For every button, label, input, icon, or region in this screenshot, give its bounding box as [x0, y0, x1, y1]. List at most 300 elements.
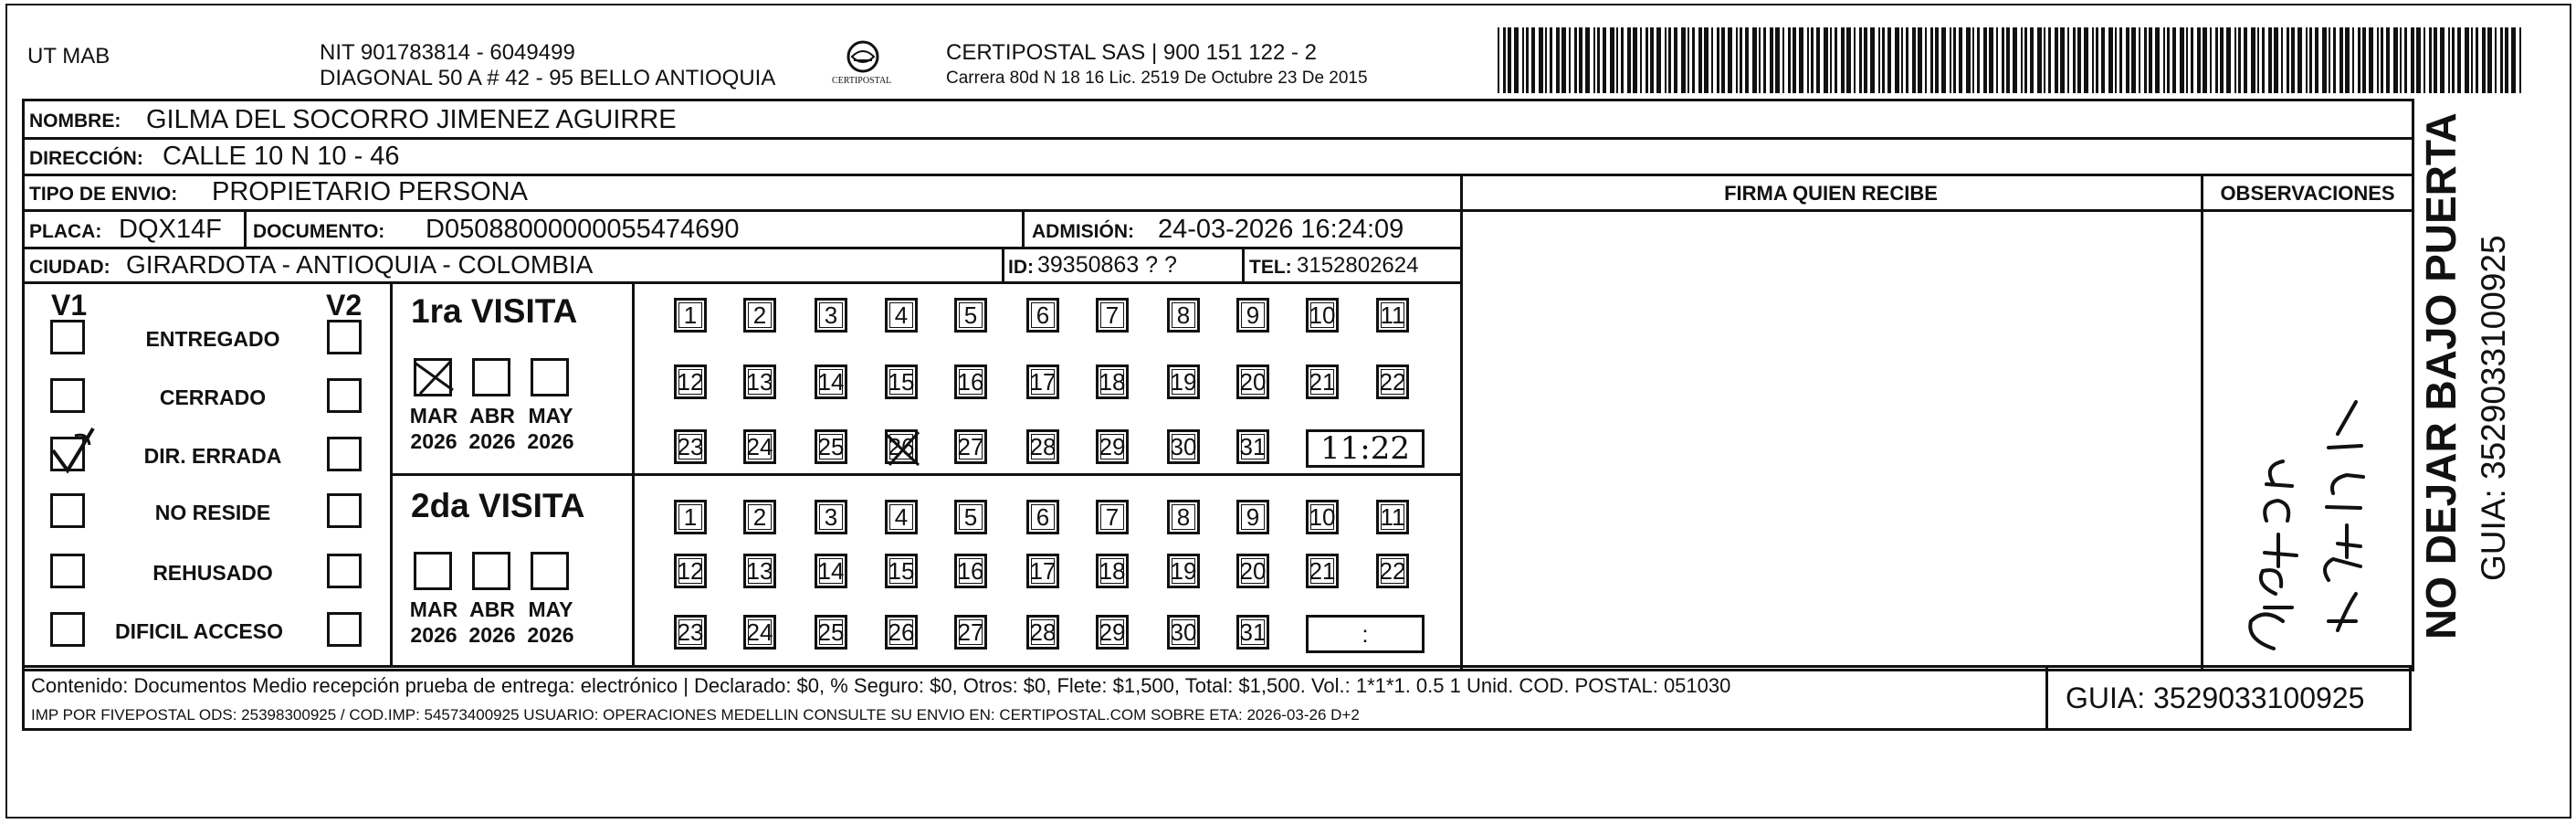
barcode-bar	[2234, 27, 2236, 93]
barcode-bar	[2257, 27, 2259, 93]
barcode-bar	[1503, 27, 1506, 93]
barcode-bar	[2322, 27, 2327, 93]
barcode-bar	[2339, 27, 2343, 93]
day-checkbox[interactable]: 14	[815, 554, 847, 588]
day-checkbox[interactable]: 4	[885, 500, 918, 534]
day-checkbox[interactable]: 7	[1096, 298, 1129, 333]
barcode-bar	[1650, 27, 1654, 93]
barcode-bar	[2024, 27, 2027, 93]
barcode-bar	[2333, 27, 2336, 93]
day-checkbox[interactable]: 30	[1167, 615, 1200, 650]
barcode-bar	[2108, 27, 2113, 93]
company-logo	[826, 38, 899, 93]
barcode-bar	[1645, 27, 1648, 93]
day-checkbox[interactable]: 28	[1026, 429, 1059, 464]
barcode-bar	[2291, 27, 2295, 93]
day-checkbox[interactable]: 5	[954, 500, 987, 534]
barcode-bar	[1665, 27, 1667, 93]
cell-divider	[1242, 247, 1245, 281]
barcode-bar	[2155, 27, 2160, 93]
barcode-bar	[1593, 27, 1595, 93]
barcode-bar	[2281, 27, 2283, 93]
first-visit-time[interactable]: 11:22	[1306, 429, 1425, 468]
barcode-bar	[1569, 27, 1571, 93]
barcode-bar	[1830, 27, 1832, 93]
day-checkbox[interactable]: 17	[1026, 554, 1059, 588]
observaciones-column-divider	[2201, 174, 2203, 671]
row-line	[22, 137, 2414, 140]
day-checkbox[interactable]: 2	[743, 298, 776, 333]
v2-checkbox[interactable]	[327, 493, 362, 528]
barcode-bar	[1807, 27, 1809, 93]
barcode-bar	[1668, 27, 1671, 93]
barcode-bar	[1895, 27, 1899, 93]
month-label: MAY 2026	[527, 597, 574, 647]
day-checkbox[interactable]: 13	[743, 364, 776, 399]
tel-label: TEL:	[1249, 257, 1292, 278]
day-checkbox[interactable]: 15	[885, 554, 918, 588]
barcode-bar	[1574, 27, 1577, 93]
barcode-bar	[1901, 27, 1903, 93]
v1-checkbox[interactable]	[50, 612, 85, 647]
day-checkbox[interactable]: 18	[1096, 364, 1129, 399]
v1-checkbox[interactable]	[50, 320, 85, 354]
barcode-bar	[1597, 27, 1600, 93]
month-checkbox[interactable]	[414, 552, 452, 590]
barcode-bar	[2131, 27, 2136, 93]
barcode-bar	[2149, 27, 2152, 93]
barcode-bar	[1698, 27, 1702, 93]
barcode-bar	[1935, 27, 1939, 93]
barcode-bar	[2119, 27, 2122, 93]
barcode-bar	[1959, 27, 1962, 93]
barcode-bar	[2362, 27, 2366, 93]
barcode-bar	[1906, 27, 1908, 93]
barcode-bar	[1972, 27, 1974, 93]
barcode-bar	[2315, 27, 2318, 93]
tipo-value: PROPIETARIO PERSONA	[212, 177, 528, 206]
month-label: MAR 2026	[409, 404, 458, 453]
barcode-bar	[2505, 27, 2508, 93]
month-label: MAR 2026	[409, 597, 458, 647]
barcode-bar	[2287, 27, 2289, 93]
barcode-bar	[2268, 27, 2272, 93]
barcode-bar	[1514, 27, 1519, 93]
cell-divider	[1022, 209, 1025, 247]
barcode-bar	[2139, 27, 2140, 93]
barcode-bar	[1561, 27, 1566, 93]
month-label: ABR 2026	[468, 597, 516, 647]
status-label: DIR. ERRADA	[143, 444, 282, 468]
day-checkbox[interactable]: 19	[1167, 364, 1200, 399]
barcode-bar	[2457, 27, 2461, 93]
barcode-bar	[1656, 27, 1661, 93]
cell-divider	[1002, 247, 1004, 281]
barcode-bar	[2404, 27, 2407, 93]
cross-mark-icon	[882, 428, 924, 469]
day-checkbox[interactable]: 29	[1096, 615, 1129, 650]
day-checkbox[interactable]: 17	[1026, 364, 1059, 399]
barcode-bar	[1930, 27, 1933, 93]
day-checkbox[interactable]: 18	[1096, 554, 1129, 588]
row-line	[22, 281, 1460, 284]
barcode-bar	[1977, 27, 1980, 93]
barcode-bar	[2329, 27, 2330, 93]
barcode-bar	[1864, 27, 1867, 93]
day-checkbox[interactable]: 27	[954, 615, 987, 650]
barcode-bar	[2077, 27, 2081, 93]
id-label: ID:	[1008, 257, 1034, 278]
barcode-bar	[1640, 27, 1642, 93]
day-checkbox[interactable]: 12	[674, 554, 707, 588]
placa-value: DQX14F	[119, 215, 222, 244]
barcode-bar	[1759, 27, 1761, 93]
barcode-bar	[1745, 27, 1749, 93]
barcode-bar	[1775, 27, 1780, 93]
barcode-bar	[1841, 27, 1845, 93]
firma-column-divider	[1460, 174, 1463, 671]
day-checkbox[interactable]: 9	[1236, 298, 1269, 333]
day-checkbox[interactable]: 16	[954, 554, 987, 588]
agency-code: UT MAB	[27, 44, 110, 69]
tel-value: 3152802624	[1297, 253, 1419, 278]
day-checkbox[interactable]: 24	[743, 429, 776, 464]
day-checkbox[interactable]: 8	[1167, 500, 1200, 534]
day-checkbox[interactable]: 9	[1236, 500, 1269, 534]
barcode-bar	[2424, 27, 2425, 93]
barcode	[1498, 27, 2525, 93]
month-label: MAY 2026	[527, 404, 574, 453]
barcode-bar	[2274, 27, 2278, 93]
barcode-bar	[2002, 27, 2004, 93]
day-checkbox[interactable]: 16	[954, 364, 987, 399]
footer-bottom-line	[22, 728, 2049, 731]
barcode-bar	[1579, 27, 1582, 93]
barcode-bar	[2400, 27, 2402, 93]
barcode-bar	[2067, 27, 2069, 93]
barcode-bar	[1522, 27, 1524, 93]
barcode-bar	[1870, 27, 1875, 93]
barcode-bar	[2101, 27, 2105, 93]
barcode-bar	[2238, 27, 2241, 93]
day-checkbox[interactable]: 26	[885, 615, 918, 650]
barcode-bar	[1526, 27, 1529, 93]
barcode-bar	[1531, 27, 1535, 93]
barcode-bar	[2393, 27, 2398, 93]
day-checkbox[interactable]: 21	[1306, 554, 1339, 588]
barcode-bar	[1498, 27, 1499, 93]
barcode-bar	[2167, 27, 2170, 93]
v2-checkbox[interactable]	[327, 437, 362, 471]
admision-label: ADMISIÓN:	[1032, 221, 1134, 242]
barcode-bar	[2096, 27, 2098, 93]
day-checkbox[interactable]: 28	[1026, 615, 1059, 650]
barcode-bar	[2044, 27, 2045, 93]
barcode-bar	[1799, 27, 1803, 93]
barcode-bar	[1674, 27, 1677, 93]
day-checkbox[interactable]: 23	[674, 615, 707, 650]
barcode-bar	[1882, 27, 1885, 93]
direccion-value: CALLE 10 N 10 - 46	[163, 142, 400, 171]
v2-checkbox[interactable]	[327, 320, 362, 354]
barcode-bar	[2092, 27, 2094, 93]
barcode-bar	[2262, 27, 2265, 93]
day-checkbox[interactable]: 25	[815, 615, 847, 650]
day-checkbox[interactable]: 24	[743, 615, 776, 650]
barcode-bar	[1616, 27, 1618, 93]
month-checkbox[interactable]	[472, 552, 510, 590]
barcode-bar	[2197, 27, 2201, 93]
v2-checkbox[interactable]	[327, 554, 362, 588]
v1-checkbox[interactable]	[50, 437, 85, 471]
day-checkbox[interactable]: 23	[674, 429, 707, 464]
barcode-bar	[1621, 27, 1624, 93]
barcode-bar	[2186, 27, 2188, 93]
day-checkbox[interactable]: 4	[885, 298, 918, 333]
handwritten-observation	[2210, 347, 2411, 658]
nombre-value: GILMA DEL SOCORRO JIMENEZ AGUIRRE	[146, 105, 677, 134]
barcode-bar	[1763, 27, 1766, 93]
barcode-bar	[1627, 27, 1631, 93]
company-name: CERTIPOSTAL SAS | 900 151 122 - 2	[946, 40, 1317, 65]
barcode-bar	[1989, 27, 1993, 93]
ciudad-value: GIRARDOTA - ANTIOQUIA - COLOMBIA	[126, 250, 594, 279]
tipo-label: TIPO DE ENVIO:	[29, 184, 178, 205]
cell-divider	[244, 209, 247, 247]
cross-mark-icon	[411, 355, 457, 397]
handwriting-icon	[2210, 347, 2411, 658]
day-checkbox[interactable]: 20	[1236, 364, 1269, 399]
firma-header: FIRMA QUIEN RECIBE	[1724, 182, 1938, 205]
barcode-bar	[2073, 27, 2076, 93]
barcode-bar	[1770, 27, 1773, 93]
admision-value: 24-03-2026 16:24:09	[1158, 215, 1404, 244]
barcode-bar	[1966, 27, 1971, 93]
no-dejar-warning: NO DEJAR BAJO PUERTA	[2417, 112, 2465, 639]
documento-value: D05088000000055474690	[426, 215, 740, 244]
barcode-bar	[2381, 27, 2383, 93]
sender-address: DIAGONAL 50 A # 42 - 95 BELLO ANTIOQUIA	[320, 66, 776, 90]
barcode-bar	[1545, 27, 1547, 93]
barcode-bar	[2144, 27, 2147, 93]
barcode-bar	[1854, 27, 1856, 93]
day-checkbox[interactable]: 21	[1306, 364, 1339, 399]
day-checkbox[interactable]: 1	[674, 500, 707, 534]
barcode-bar	[1736, 27, 1738, 93]
barcode-bar	[1846, 27, 1851, 93]
barcode-bar	[2215, 27, 2218, 93]
logo-text: CERTIPOSTAL	[832, 76, 892, 86]
day-checkbox[interactable]: 10	[1306, 298, 1339, 333]
barcode-bar	[1740, 27, 1742, 93]
day-checkbox[interactable]: 31	[1236, 615, 1269, 650]
day-checkbox[interactable]: 2	[743, 500, 776, 534]
barcode-bar	[2352, 27, 2354, 93]
barcode-bar	[2452, 27, 2455, 93]
barcode-bar	[1918, 27, 1922, 93]
day-checkbox[interactable]: 5	[954, 298, 987, 333]
barcode-bar	[1550, 27, 1552, 93]
direccion-label: DIRECCIÓN:	[29, 148, 143, 169]
second-visit-time[interactable]: :	[1306, 615, 1425, 653]
day-checkbox[interactable]: 14	[815, 364, 847, 399]
barcode-bar	[2203, 27, 2207, 93]
guia-footer: GUIA: 3529033100925	[2066, 681, 2365, 714]
barcode-bar	[1539, 27, 1543, 93]
second-visit-title: 2da VISITA	[411, 487, 585, 524]
barcode-bar	[2500, 27, 2503, 93]
barcode-bar	[2030, 27, 2034, 93]
month-checkbox[interactable]	[414, 358, 452, 396]
v1-checkbox[interactable]	[50, 493, 85, 528]
barcode-bar	[1508, 27, 1511, 93]
barcode-bar	[2471, 27, 2473, 93]
first-visit-title: 1ra VISITA	[411, 292, 578, 330]
barcode-bar	[1688, 27, 1689, 93]
barcode-bar	[1692, 27, 1695, 93]
nit-text: NIT 901783814 - 6049499	[320, 40, 575, 65]
barcode-bar	[2306, 27, 2308, 93]
day-checkbox[interactable]: 3	[815, 500, 847, 534]
barcode-bar	[2416, 27, 2421, 93]
barcode-bar	[2013, 27, 2017, 93]
day-checkbox[interactable]: 11	[1376, 500, 1409, 534]
barcode-bar	[1878, 27, 1880, 93]
day-checkbox[interactable]: 10	[1306, 500, 1339, 534]
day-checkbox[interactable]: 29	[1096, 429, 1129, 464]
barcode-bar	[2163, 27, 2165, 93]
barcode-bar	[2244, 27, 2247, 93]
month-checkbox[interactable]	[531, 358, 569, 396]
barcode-bar	[1717, 27, 1719, 93]
v2-checkbox[interactable]	[327, 378, 362, 413]
barcode-bar	[2476, 27, 2478, 93]
barcode-bar	[1824, 27, 1828, 93]
day-checkbox[interactable]: 11	[1376, 298, 1409, 333]
day-checkbox[interactable]: 25	[815, 429, 847, 464]
contenido-text: Contenido: Documentos Medio recepción prueba de entrega: electrónico | Declarado: $0, % Seguro: $0, Otros: $0, Flete: $1,500, Total: $1,500. Vol.: 1*1*1. 0.5 1 Unid. COD. POSTAL: 051030	[31, 674, 1731, 697]
day-checkbox[interactable]: 7	[1096, 500, 1129, 534]
barcode-bar	[2482, 27, 2486, 93]
month-checkbox[interactable]	[472, 358, 510, 396]
day-checkbox[interactable]: 6	[1026, 298, 1059, 333]
barcode-bar	[2386, 27, 2390, 93]
barcode-bar	[2511, 27, 2516, 93]
barcode-bar	[2465, 27, 2469, 93]
day-checkbox[interactable]: 8	[1167, 298, 1200, 333]
day-checkbox[interactable]: 12	[674, 364, 707, 399]
barcode-bar	[2084, 27, 2088, 93]
day-checkbox[interactable]: 27	[954, 429, 987, 464]
imp-text: IMP POR FIVEPOSTAL ODS: 25398300925 / COD.IMP: 54573400925 USUARIO: OPERACIONES MEDELLIN CONSULTE SU ENVIO EN: CERTIPOSTAL.COM SOBRE ETA: 2026-03-26 D+2	[31, 706, 1360, 724]
barcode-bar	[1912, 27, 1916, 93]
barcode-bar	[2021, 27, 2023, 93]
barcode-bar	[2006, 27, 2010, 93]
v1-label: V1	[51, 289, 88, 322]
visit-row-line	[390, 473, 1460, 476]
barcode-bar	[2434, 27, 2437, 93]
day-checkbox[interactable]: 19	[1167, 554, 1200, 588]
barcode-bar	[1752, 27, 1757, 93]
month-checkbox[interactable]	[531, 552, 569, 590]
status-label: ENTREGADO	[145, 327, 280, 351]
day-checkbox[interactable]: 22	[1376, 364, 1409, 399]
day-checkbox[interactable]: 15	[885, 364, 918, 399]
placa-label: PLACA:	[29, 221, 102, 242]
v1-checkbox[interactable]	[50, 378, 85, 413]
barcode-bar	[1556, 27, 1560, 93]
barcode-bar	[2369, 27, 2373, 93]
barcode-bar	[2487, 27, 2492, 93]
barcode-bar	[2309, 27, 2312, 93]
barcode-bar	[2055, 27, 2058, 93]
barcode-bar	[2037, 27, 2042, 93]
day-checkbox[interactable]: 31	[1236, 429, 1269, 464]
barcode-bar	[2448, 27, 2450, 93]
ciudad-label: CIUDAD:	[29, 257, 110, 278]
barcode-bar	[1681, 27, 1686, 93]
barcode-bar	[1950, 27, 1951, 93]
barcode-bar	[1816, 27, 1820, 93]
barcode-bar	[1782, 27, 1784, 93]
v2-checkbox[interactable]	[327, 612, 362, 647]
barcode-bar	[2519, 27, 2521, 93]
barcode-bar	[2115, 27, 2117, 93]
barcode-bar	[2172, 27, 2176, 93]
barcode-bar	[1603, 27, 1606, 93]
day-checkbox[interactable]: 26	[885, 429, 918, 464]
v1-checkbox[interactable]	[50, 554, 85, 588]
side-guia: GUIA: 3529033100925	[2475, 235, 2512, 581]
barcode-bar	[1728, 27, 1732, 93]
documento-label: DOCUMENTO:	[253, 221, 385, 242]
barcode-bar	[2440, 27, 2445, 93]
barcode-bar	[1996, 27, 1998, 93]
day-checkbox[interactable]: 22	[1376, 554, 1409, 588]
barcode-image	[1498, 27, 2525, 93]
day-checkbox[interactable]: 6	[1026, 500, 1059, 534]
nombre-label: NOMBRE:	[29, 111, 121, 132]
check-mark-icon	[47, 423, 102, 478]
day-checkbox[interactable]: 3	[815, 298, 847, 333]
status-label: CERRADO	[159, 386, 267, 409]
day-checkbox[interactable]: 30	[1167, 429, 1200, 464]
day-checkbox[interactable]: 13	[743, 554, 776, 588]
barcode-bar	[2191, 27, 2193, 93]
barcode-bar	[2226, 27, 2231, 93]
footer-left-line	[22, 665, 25, 731]
company-license: Carrera 80d N 18 16 Lic. 2519 De Octubre 23 De 2015	[946, 69, 1368, 88]
barcode-bar	[2358, 27, 2360, 93]
day-checkbox[interactable]: 1	[674, 298, 707, 333]
day-checkbox[interactable]: 20	[1236, 554, 1269, 588]
row-line	[22, 209, 2414, 212]
month-label: ABR 2026	[468, 404, 516, 453]
barcode-bar	[1835, 27, 1837, 93]
barcode-bar	[1859, 27, 1862, 93]
barcode-bar	[1793, 27, 1796, 93]
barcode-bar	[2060, 27, 2065, 93]
v2-label: V2	[326, 289, 363, 322]
barcode-bar	[2220, 27, 2224, 93]
barcode-bar	[2126, 27, 2129, 93]
status-label: REHUSADO	[152, 561, 273, 585]
barcode-bar	[1585, 27, 1590, 93]
barcode-bar	[1983, 27, 1987, 93]
barcode-bar	[1811, 27, 1814, 93]
barcode-bar	[2297, 27, 2302, 93]
barcode-bar	[1941, 27, 1946, 93]
